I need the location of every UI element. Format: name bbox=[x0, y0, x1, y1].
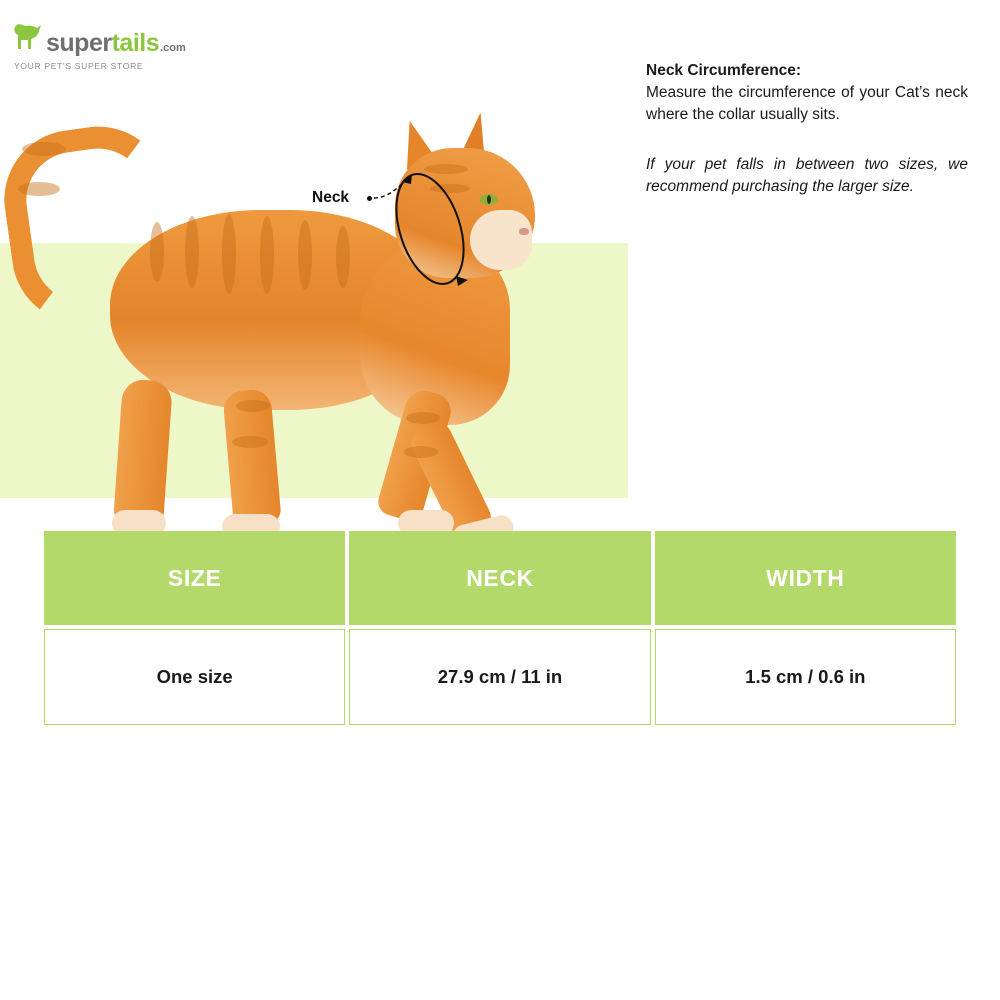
cat-stripe bbox=[185, 216, 199, 288]
cat-stripe bbox=[404, 446, 438, 458]
table-header-row bbox=[44, 531, 956, 625]
cat-stripe bbox=[18, 182, 60, 196]
column-header-width: WIDTH bbox=[655, 531, 956, 625]
instructions-panel bbox=[646, 62, 968, 198]
cat-stripe bbox=[150, 222, 164, 282]
neck-leader-line bbox=[374, 176, 410, 202]
instructions-title: Neck Circumference: bbox=[646, 62, 802, 79]
cat-stripe bbox=[236, 400, 270, 412]
cat-stripe bbox=[232, 436, 268, 448]
cat-stripe bbox=[406, 412, 440, 424]
cat-stripe bbox=[222, 214, 236, 294]
logo-text-domain: .com bbox=[160, 42, 186, 54]
cat-stripe bbox=[22, 142, 66, 156]
instructions-note: If your pet falls in between two sizes, we recommend purchasing the larger size. bbox=[646, 156, 968, 195]
neck-label-bullet bbox=[367, 196, 372, 201]
logo-text-super: super bbox=[46, 29, 112, 57]
cat-eye bbox=[480, 194, 498, 205]
size-chart-table bbox=[40, 527, 960, 729]
logo-text-tails: tails bbox=[111, 29, 160, 57]
cell-width: 1.5 cm / 0.6 in bbox=[655, 629, 956, 725]
table-row bbox=[44, 629, 956, 725]
cat-leg-rear-far bbox=[113, 378, 173, 526]
neck-annotation-label: Neck bbox=[312, 189, 350, 206]
cell-neck: 27.9 cm / 11 in bbox=[349, 629, 650, 725]
cat-illustration-panel bbox=[0, 0, 628, 498]
cat-muzzle bbox=[470, 210, 532, 270]
cat-nose bbox=[519, 228, 529, 235]
column-header-size: SIZE bbox=[44, 531, 345, 625]
cat-stripe bbox=[298, 220, 312, 290]
cat-stripe bbox=[336, 226, 350, 288]
instructions-body: Measure the circumference of your Cat’s neck where the collar usually sits. bbox=[646, 84, 968, 123]
column-header-neck: NECK bbox=[349, 531, 650, 625]
cat-stripe bbox=[260, 216, 274, 294]
cell-size: One size bbox=[44, 629, 345, 725]
brand-tagline: YOUR PET'S SUPER STORE bbox=[14, 61, 144, 71]
